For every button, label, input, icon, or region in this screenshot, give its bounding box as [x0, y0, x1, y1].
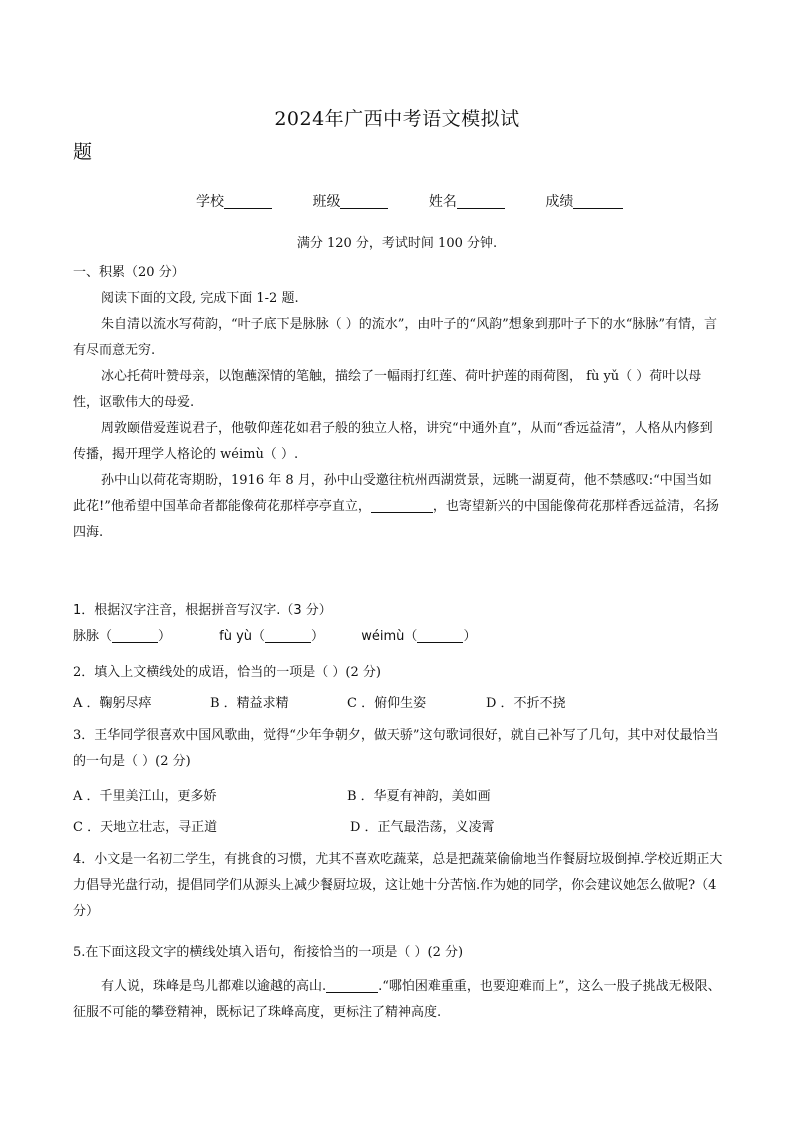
q3-option-c[interactable]: C ．天地立壮志，寻正道	[73, 820, 218, 835]
question-2	[73, 660, 723, 717]
name-blank[interactable]	[457, 194, 505, 209]
question-1	[73, 598, 723, 650]
section1	[73, 260, 723, 546]
q1-stem: 1．根据汉字注音，根据拼音写汉字.（3 分）	[73, 603, 332, 618]
q3-options-row1	[73, 784, 723, 810]
section-heading: 一、积累（20 分）	[73, 265, 185, 280]
q1-blank-a[interactable]	[112, 628, 158, 643]
q1-answer-a[interactable]: 脉脉（ ）	[73, 629, 172, 644]
passage-paragraph-2: 冰心托荷叶赞母亲，以饱蘸深情的笔触，描绘了一幅雨打红莲、荷叶护莲的雨荷图， fù yǔ（ ）荷叶以母性，讴歌伟大的母爱.	[73, 369, 702, 410]
q2-option-d[interactable]: D ．不折不挠	[486, 696, 566, 711]
question-5	[73, 940, 723, 1026]
q1-blank-b[interactable]	[265, 628, 311, 643]
q2-options	[73, 691, 723, 717]
class-blank[interactable]	[340, 194, 388, 209]
exam-title: 2024年广西中考语文模拟试	[274, 108, 520, 130]
passage-paragraph-3: 周敦颐借爱莲说君子，他敬仰莲花如君子般的独立人格，讲究“中通外直”，从而“香远益清”，人格从内修到传播，揭开理学人格论的 wéimù（ ）.	[73, 421, 713, 462]
reading-intro: 阅读下面的文段, 完成下面 1-2 题.	[101, 291, 299, 306]
q3-option-d[interactable]: D ．正气最浩荡，义凌霄	[350, 820, 495, 835]
exam-note: 满分 120 分，考试时间 100 分钟.	[296, 236, 498, 251]
passage-paragraph-4: 孙中山以荷花寄期盼，1916 年 8 月，孙中山受邀往杭州西湖赏景，远眺一湖夏荷，他不禁感叹:“中国当如此花!”他希望中国革命者都能像荷花那样亭亭直立， ，也寄望新兴的中国能像荷花那样香远益清，名扬四海.	[73, 473, 719, 540]
school-field[interactable]: 学校	[196, 191, 272, 211]
q1-answer-c[interactable]: wéimù（ ）	[361, 629, 477, 644]
q3-stem: 3．王华同学很喜欢中国风歌曲，觉得“少年争朝夕，做天骄”这句歌词很好，就自己补写了几句，其中对仗最恰当的一句是（ ）(2 分)	[73, 728, 719, 769]
q1-answer-b[interactable]: fù yù（ ）	[219, 629, 325, 644]
passage-paragraph-1: 朱自清以流水写荷韵，“叶子底下是脉脉（ ）的流水”，由叶子的“风韵”想象到那叶子下的水“脉脉”有情，言有尽而意无穷.	[73, 317, 718, 358]
exam-title-continued: 题	[73, 141, 93, 163]
q3-options-row2	[73, 815, 723, 841]
q1-blank-c[interactable]	[417, 628, 463, 643]
q4-stem: 4．小文是一名初二学生，有挑食的习惯，尤其不喜欢吃蔬菜，总是把蔬菜偷偷地当作餐厨垃圾倒掉.学校近期正大力倡导光盘行动，提倡同学们从源头上减少餐厨垃圾，这让她十分苦恼.作为她的同学，你会建议她怎么做呢?（4 分）	[73, 852, 723, 919]
q5-passage: 有人说，珠峰是鸟儿都难以逾越的高山. .“哪怕困难重重，也要迎难而上”，这么一股子挑战无极限、征服不可能的攀登精神，既标记了珠峰高度，更标注了精神高度.	[73, 979, 721, 1020]
q5-stem: 5.在下面这段文字的横线处填入语句，衔接恰当的一项是（ ）(2 分)	[73, 945, 464, 960]
student-info-row	[196, 191, 659, 211]
q2-option-b[interactable]: B ．精益求精	[210, 696, 289, 711]
question-4	[73, 847, 723, 925]
q3-option-b[interactable]: B ．华夏有神韵，美如画	[347, 789, 491, 804]
name-field[interactable]: 姓名	[429, 191, 505, 211]
question-3	[73, 723, 723, 841]
q3-option-a[interactable]: A ．千里美江山，更多娇	[73, 789, 217, 804]
score-field[interactable]: 成绩	[545, 191, 623, 211]
idiom-blank[interactable]	[371, 498, 433, 513]
q2-option-a[interactable]: A ．鞠躬尽瘁	[73, 696, 152, 711]
score-blank[interactable]	[573, 194, 623, 209]
q2-stem: 2．填入上文横线处的成语，恰当的一项是（ ）(2 分)	[73, 665, 381, 680]
school-blank[interactable]	[224, 194, 272, 209]
q5-blank[interactable]	[326, 978, 378, 993]
q1-answers	[73, 624, 723, 650]
class-field[interactable]: 班级	[312, 191, 388, 211]
q2-option-c[interactable]: C ．俯仰生姿	[347, 696, 427, 711]
